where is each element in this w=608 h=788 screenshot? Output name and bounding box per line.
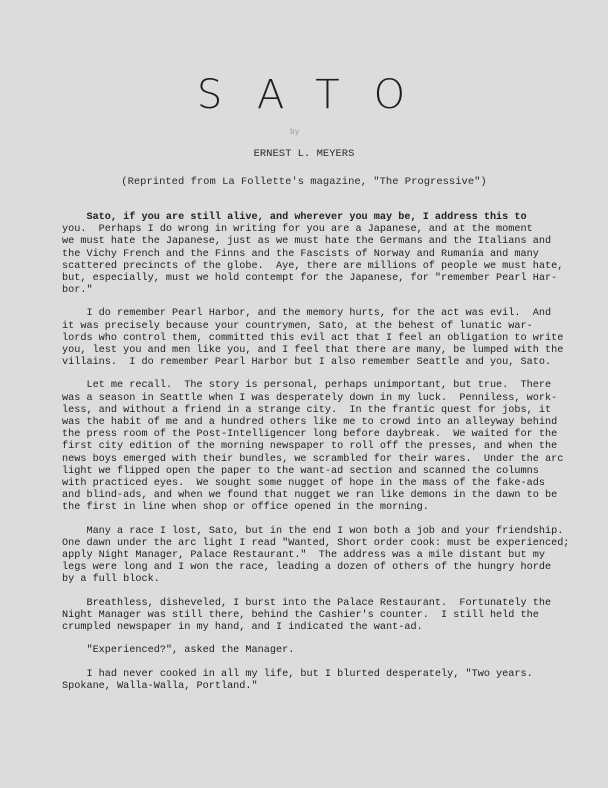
document-title: SATO [196,72,440,118]
text-line: less, and without a friend in a strange city. In the frantic quest for jobs, it [62,404,552,416]
text-line: we must hate the Japanese, just as we must hate the Germans and the Italians and [62,236,552,248]
text-line: news boys emerged with their bundles, we scrambled for their wares. Under the arc [62,453,564,465]
text-line: the press room of the Post-Intelligencer long before daybreak. We waited for the [62,429,558,441]
paragraph [62,380,602,514]
text-line: Spokane, Walla-Walla, Portland." [62,680,258,692]
text-line: Sato, if you are still alive, and wherever you may be, I address this to [62,212,527,223]
text-line: light we flipped open the paper to the want-ad section and scanned the columns [62,465,539,477]
text-line: legs were long and I won the race, leading a dozen of others of the hungry horde [62,562,552,574]
text-line: One dawn under the arc light I read "Wanted, Short order cook: must be experienced; [62,537,570,549]
text-line: was a season in Seattle when I was desperately down in my luck. Penniless, work- [62,392,558,404]
text-line: Let me recall. The story is personal, perhaps unimportant, but true. There [62,380,552,392]
paragraph [62,308,602,369]
paragraph [62,212,602,297]
document-body [62,212,602,704]
text-line: scattered precincts of the globe. Aye, there are millions of people we must hate, [62,260,564,272]
author-name: ERNEST L. MEYERS [253,148,355,160]
text-line: by a full block. [62,574,160,586]
text-line: the Vichy French and the Finns and the Fascists of Norway and Rumania and many [62,248,539,260]
text-line: you, lest you and men like you, and I feel that there are many, be lumped with the [62,345,564,357]
text-line: bor." [62,285,93,297]
text-line: I had never cooked in all my life, but I blurted desperately, "Two years. [62,668,533,680]
text-line: I do remember Pearl Harbor, and the memory hurts, for the act was evil. And [62,308,552,320]
text-line: Night Manager was still there, behind the Cashier's counter. I still held the [62,609,539,621]
text-line: but, especially, must we hold contempt for the Japanese, for "remember Pearl Har- [62,273,558,285]
paragraph [62,526,602,587]
text-line: villains. I do remember Pearl Harbor but I also remember Seattle and you, Sato. [62,357,552,369]
text-line: you. Perhaps I do wrong in writing for you are a Japanese, and at the moment [62,224,533,236]
paragraph [62,598,602,635]
byline-by: by [290,128,300,137]
text-line: apply Night Manager, Palace Restaurant." The address was a mile distant but my [62,550,545,562]
text-line: with practiced eyes. We sought some nugget of hope in the mass of the fake-ads [62,478,545,490]
text-line: it was precisely because your countrymen, Sato, at the behest of lunatic war- [62,320,533,332]
text-line: Breathless, disheveled, I burst into the Palace Restaurant. Fortunately the [62,597,552,609]
text-line: "Experienced?", asked the Manager. [62,645,295,657]
reprint-note: (Reprinted from La Follette's magazine, "The Progressive") [121,176,487,188]
text-line: crumpled newspaper in my hand, and I indicated the want-ad. [62,622,423,634]
text-line: Many a race I lost, Sato, but in the end I won both a job and your friendship. [62,525,564,537]
paragraph [62,645,602,657]
text-line: and blind-ads, and when we found that nugget we ran like demons in the dawn to be [62,490,558,502]
text-line: the first in line when shop or office opened in the morning. [62,502,429,514]
paragraph [62,669,602,693]
text-line: was the habit of me and a hundred others like me to crowd into an alleyway behind [62,417,558,429]
text-line: lords who control them, committed this evil act that I feel an obligation to write [62,332,564,344]
text-line: first city edition of the morning newspaper to roll off the presses, and when the [62,441,558,453]
